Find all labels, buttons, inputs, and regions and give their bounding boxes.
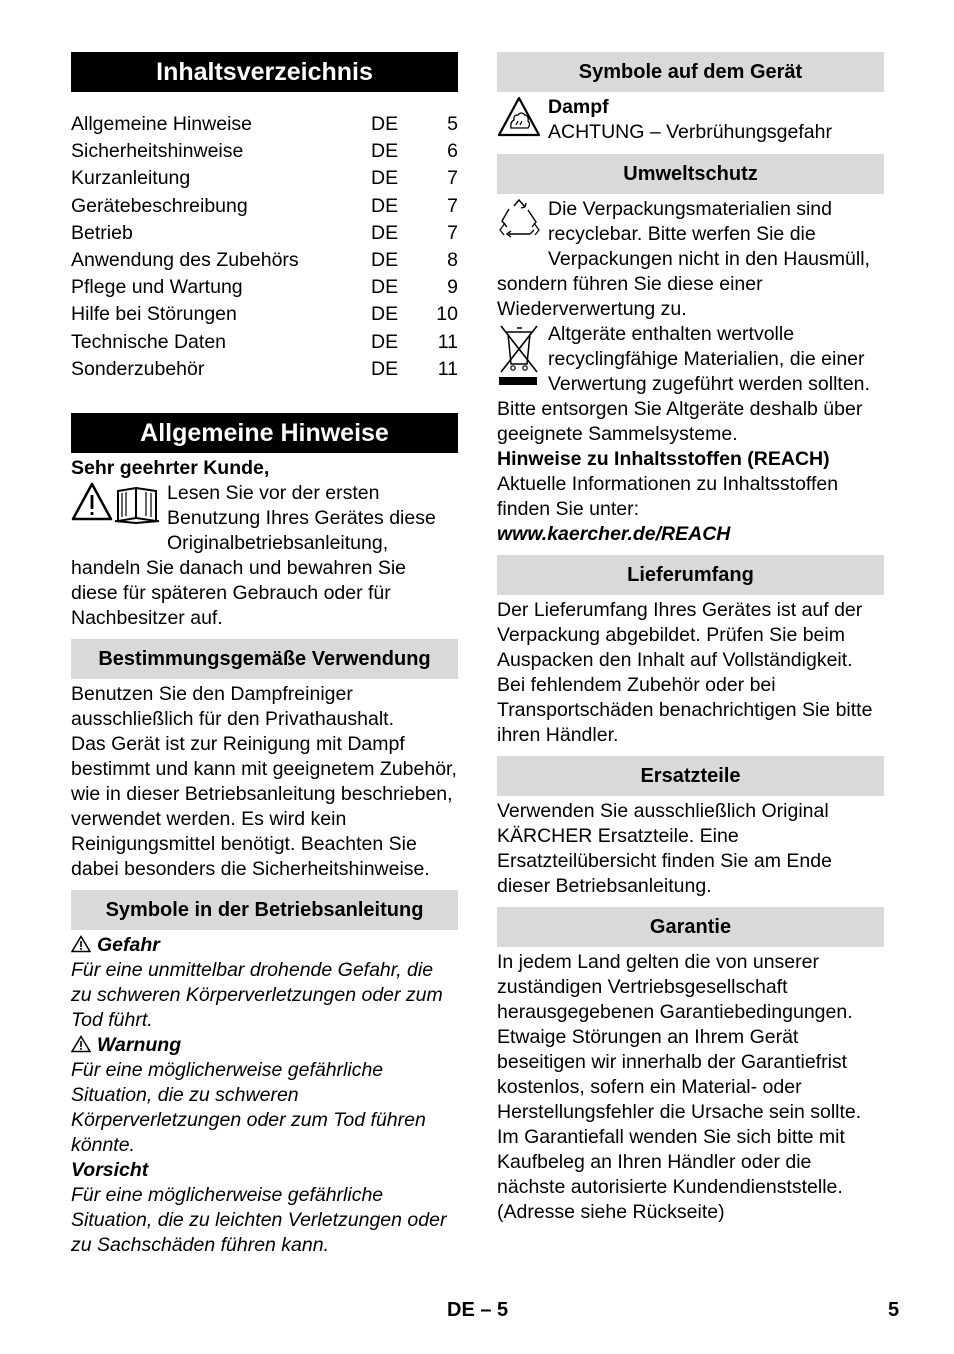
symbols-manual-heading: Symbole in der Betriebsanleitung — [71, 890, 458, 930]
recycle-block — [497, 197, 884, 322]
caution-label: Vorsicht — [71, 1158, 149, 1181]
warning-triangle-icon — [71, 935, 91, 953]
weee-block — [497, 322, 884, 447]
use-text-2: Das Gerät ist zur Reinigung mit Dampf bestimmt und kann mit geeignetem Zubehör, wie in dieser Betriebsanleitung beschrieben, verwendet werden. Es wird kein Reinigungsmittel benötigt. Beachten Sie dabei besonders die Sicherheitshinweise. — [71, 732, 457, 880]
toc-row: Hilfe bei Störungen DE 10 — [71, 303, 458, 326]
environment-heading: Umweltschutz — [497, 154, 884, 194]
spare-text: Verwenden Sie ausschließlich Original KÄRCHER Ersatzteile. Eine Ersatzteilübersicht finden Sie am Ende dieser Betriebsanleitung. — [497, 800, 832, 897]
toc-row: Anwendung des Zubehörs DE 8 — [71, 248, 458, 271]
toc-row: Betrieb DE 7 — [71, 221, 458, 244]
warning-triangle-icon — [71, 1035, 91, 1053]
recycle-icon — [497, 197, 542, 248]
toc-row: Allgemeine Hinweise DE 5 — [71, 113, 458, 135]
caution-text: Für eine möglicherweise gefährliche Situation, die zu leichten Verletzungen oder zu Sachschäden führen kann. — [71, 1183, 447, 1256]
footer-label: DE – 5 — [447, 1299, 509, 1321]
danger-label-line — [71, 933, 458, 958]
general-heading: Allgemeine Hinweise — [71, 413, 458, 453]
use-text-1: Benutzen Sie den Dampfreiniger ausschließlich für den Privathaushalt. — [71, 682, 394, 730]
danger-text: Für eine unmittelbar drohende Gefahr, die zu schweren Körperverletzungen oder zum Tod führt. — [71, 958, 443, 1031]
toc-row: Pflege und Wartung DE 9 — [71, 276, 458, 299]
weee-text: Altgeräte enthalten wertvolle recyclingfähige Materialien, die einer Verwertung zugeführt werden sollten. Bitte entsorgen Sie Altgeräte deshalb über geeignete Sammelsysteme. — [497, 323, 870, 445]
toc-list — [71, 111, 458, 383]
warning-label-line — [71, 1033, 458, 1058]
recycle-text: Die Verpackungsmaterialien sind recyclebar. Bitte werfen Sie die Verpackungen nicht in den Hausmüll, sondern führen Sie diese einer Wiederverwertung zu. — [497, 198, 870, 320]
use-heading: Bestimmungsgemäße Verwendung — [71, 639, 458, 679]
warning-label: Warnung — [97, 1033, 182, 1056]
toc-row: Gerätebeschreibung DE 7 — [71, 194, 458, 217]
delivery-text: Der Lieferumfang Ihres Gerätes ist auf der Verpackung abgebildet. Prüfen Sie beim Auspacken den Inhalt auf Vollständigkeit. Bei fehlendem Zubehör oder bei Transportschäden benachrichtigen Sie bitte ihren Händler. — [497, 599, 873, 746]
greeting: Sehr geehrter Kunde, — [71, 456, 270, 479]
warranty-address: (Adresse siehe Rückseite) — [497, 1201, 725, 1223]
toc-row: Kurzanleitung DE 7 — [71, 167, 458, 190]
right-column — [497, 52, 884, 1225]
warranty-text: In jedem Land gelten die von unserer zuständigen Vertriebsgesellschaft herausgegebenen Garantiebedingungen. Etwaige Störungen an Ihrem Gerät beseitigen wir innerhalb der Garantiefrist kostenlos, sofern ein Material- oder Herstellungsfehler die Ursache sein sollte. Im Garantiefall wenden Sie sich bitte mit Kaufbeleg an Ihren Händler oder die nächste autorisierte Kundendienststelle. — [497, 951, 862, 1198]
warning-book-icon — [71, 481, 161, 532]
warning-text: Für eine möglicherweise gefährliche Situation, die zu schweren Körperverletzungen oder zum Tod führen könnte. — [71, 1058, 426, 1156]
steam-label: Dampf — [548, 96, 609, 118]
spare-heading: Ersatzteile — [497, 756, 884, 796]
toc-row: Sicherheitshinweise DE 6 — [71, 140, 458, 163]
toc-row: Sonderzubehör DE 11 — [71, 357, 458, 380]
symbols-device-heading: Symbole auf dem Gerät — [497, 52, 884, 92]
toc-row: Technische Daten DE 11 — [71, 330, 458, 353]
reach-link[interactable]: www.kaercher.de/REACH — [497, 523, 731, 545]
page-number: 5 — [888, 1299, 900, 1321]
intro-block — [71, 481, 458, 631]
reach-text: Aktuelle Informationen zu Inhaltsstoffen finden Sie unter: — [497, 473, 839, 520]
delivery-heading: Lieferumfang — [497, 555, 884, 595]
reach-title: Hinweise zu Inhaltsstoffen (REACH) — [497, 448, 830, 470]
toc-heading: Inhaltsverzeichnis — [71, 52, 458, 92]
steam-text: ACHTUNG – Verbrühungsgefahr — [548, 121, 832, 143]
intro-text: Lesen Sie vor der ersten Benutzung Ihres Gerätes diese Originalbetriebsanleitung, handeln Sie danach und bewahren Sie diese für späteren Gebrauch oder für Nachbesitzer auf. — [71, 481, 436, 629]
steam-warning-icon — [497, 95, 542, 146]
danger-label: Gefahr — [97, 933, 160, 956]
left-column — [71, 52, 458, 1258]
steam-block — [497, 95, 884, 146]
crossed-bin-icon — [497, 322, 542, 395]
warranty-heading: Garantie — [497, 907, 884, 947]
